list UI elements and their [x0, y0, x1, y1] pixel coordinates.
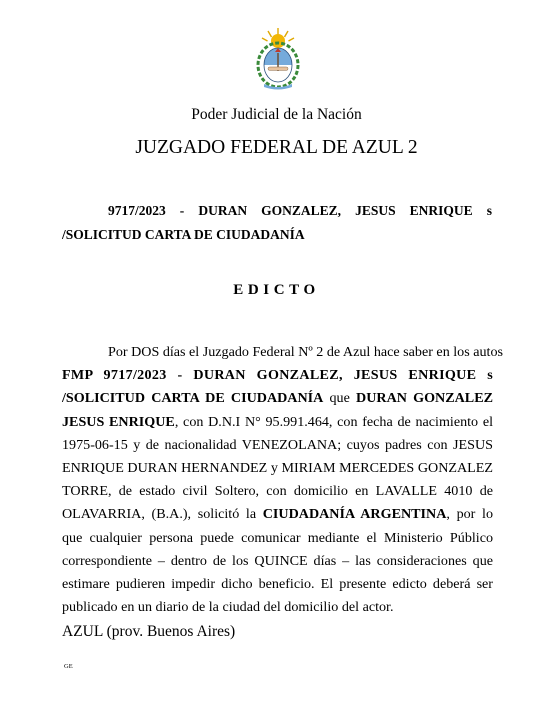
body-line [62, 387, 493, 410]
body-line: ENRIQUE DURAN HERNANDEZ y MIRIAM MERCEDES GONZALEZ [62, 460, 493, 477]
body-text-segment: , por lo [446, 506, 493, 523]
applicant-id-text: , con D.N.I N° 95.991.464, con fecha de nacimiento el [174, 413, 493, 430]
request-type-text: /SOLICITUD CARTA DE CIUDADANÍA [62, 390, 324, 407]
case-number-text: FMP 9717/2023 - DURAN GONZALEZ, JESUS ENRIQUE s [62, 367, 493, 384]
author-initials: GE [64, 663, 73, 670]
citizenship-text: CIUDADANÍA ARGENTINA [262, 506, 447, 523]
body-text-segment: OLAVARRIA, (B.A.), solicitó la [62, 506, 263, 523]
applicant-surname-text: DURAN GONZALEZ [356, 390, 493, 407]
body-line: publicado en un diario de la ciudad del domicilio del actor. [62, 599, 394, 616]
body-connector-text: que [323, 390, 357, 407]
institution-name: Poder Judicial de la Nación [191, 106, 362, 123]
case-reference [62, 199, 492, 247]
coat-of-arms-seal [256, 26, 300, 90]
body-line: Por DOS días el Juzgado Federal Nº 2 de Azul hace saber en los autos [108, 344, 503, 360]
court-name: JUZGADO FEDERAL DE AZUL 2 [135, 137, 418, 158]
case-reference-line-2: /SOLICITUD CARTA DE CIUDADANÍA [62, 227, 305, 242]
body-line: correspondiente – dentro de los QUINCE días – las consideraciones que [62, 552, 493, 569]
body-line: que cualquier persona puede comunicar mediante el Ministerio Público [62, 529, 493, 546]
body-line: estimare pudieren impedir dicho beneficio. El presente edicto deberá ser [62, 576, 493, 593]
applicant-given-name-text: JESUS ENRIQUE [62, 413, 175, 430]
case-reference-line-1: 9717/2023 - DURAN GONZALEZ, JESUS ENRIQUE s [108, 203, 492, 218]
document-title: EDICTO [233, 282, 320, 298]
closing-location: AZUL (prov. Buenos Aires) [62, 623, 236, 640]
body-line [62, 503, 493, 526]
edict-body [62, 341, 503, 619]
body-line [62, 364, 493, 387]
body-line [62, 411, 493, 434]
body-line: TORRE, de estado civil Soltero, con domicilio en LAVALLE 4010 de [62, 483, 493, 500]
body-line: 1975-06-15 y de nacionalidad VENEZOLANA; cuyos padres con JESUS [62, 436, 493, 453]
